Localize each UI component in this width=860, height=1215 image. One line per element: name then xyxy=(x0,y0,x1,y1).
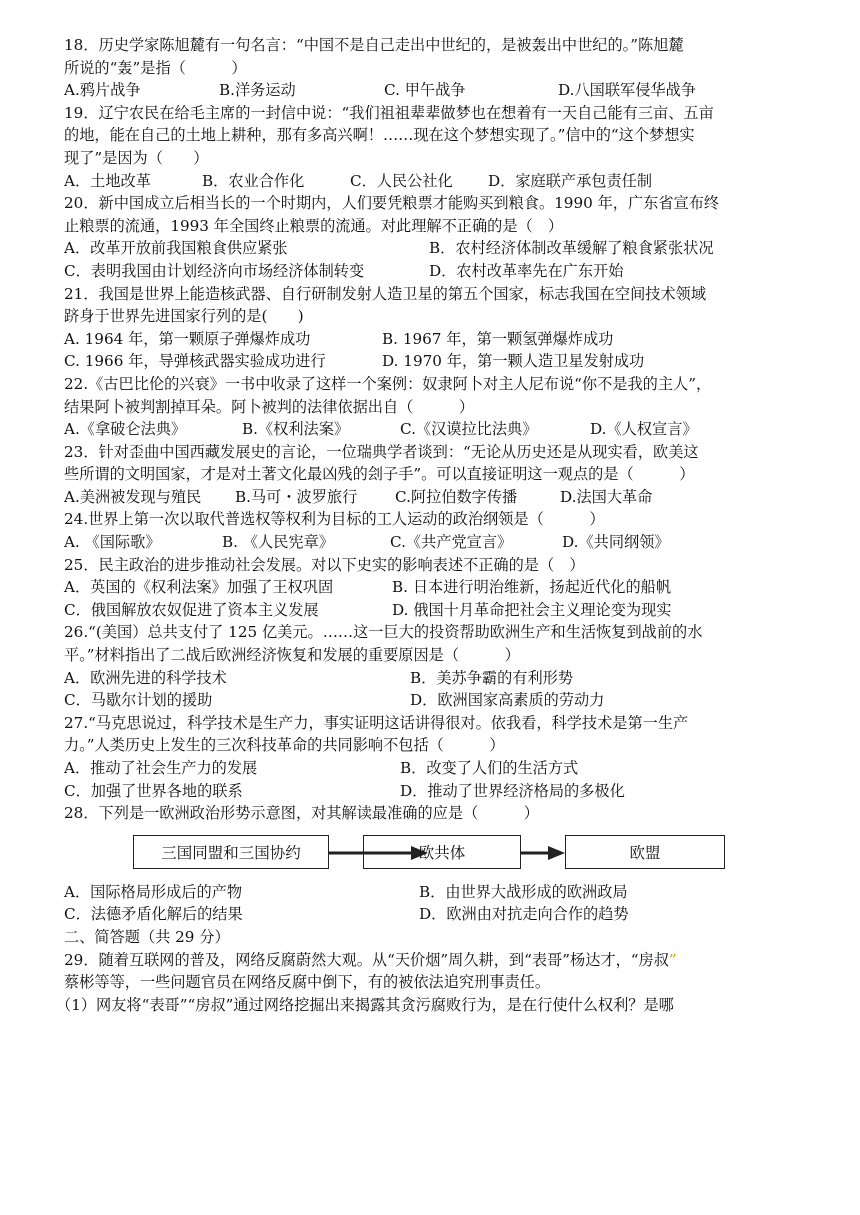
options-row xyxy=(64,237,806,260)
question-22 xyxy=(64,373,806,441)
option-a: A．改革开放前我国粮食供应紧张 xyxy=(64,239,288,258)
option-d: D.《人权宣言》 xyxy=(590,420,698,439)
option-d: D．农村改革率先在广东开始 xyxy=(429,261,624,280)
option-c: C.《汉谟拉比法典》 xyxy=(400,420,538,439)
option-a: A. 1964 年，第一颗原子弹爆炸成功 xyxy=(64,329,311,348)
options-row xyxy=(64,757,806,780)
question-text: 蔡彬等等，一些问题官员在网络反腐中倒下，有的被依法追究刑事责任。 xyxy=(64,973,550,992)
diagram-box-ec: 欧共体 xyxy=(363,835,521,869)
option-b: B. 日本进行明治维新，扬起近代化的船帆 xyxy=(392,578,672,597)
option-c: C. 1966 年，导弹核武器实验成功进行 xyxy=(64,352,326,371)
option-a: A.《拿破仑法典》 xyxy=(64,420,187,439)
option-b: B. 1967 年，第一颗氢弹爆炸成功 xyxy=(382,329,614,348)
question-21 xyxy=(64,283,806,373)
options-row xyxy=(64,328,806,351)
question-text: 所说的“轰”是指（ ） xyxy=(64,58,247,77)
question-text: 24.世界上第一次以取代普选权等权利为目标的工人运动的政治纲领是（ ） xyxy=(64,510,605,529)
question-23 xyxy=(64,441,806,509)
sub-question-text: （1）网友将“表哥”“房叔”通过网络挖掘出来揭露其贪污腐败行为，是在行使什么权利？是哪 xyxy=(56,995,674,1014)
question-text: 现了”是因为（ ） xyxy=(64,148,209,167)
question-18 xyxy=(64,34,806,102)
option-c: C．表明我国由计划经济向市场经济体制转变 xyxy=(64,261,365,280)
question-20 xyxy=(64,192,806,282)
option-b: B．农业合作化 xyxy=(202,171,305,190)
option-a: A．欧洲先进的科学技术 xyxy=(64,668,227,687)
option-b: B. 《人民宪章》 xyxy=(222,533,334,552)
question-text: 结果阿卜被判割掉耳朵。阿卜被判的法律依据出自（ ） xyxy=(64,397,475,416)
question-text: 26.“(美国）总共支付了 125 亿美元。……这一巨大的投资帮助欧洲生产和生活恢复到战前的水 xyxy=(64,623,703,642)
options-row xyxy=(64,667,806,690)
option-b: B．由世界大战形成的欧洲政局 xyxy=(419,882,628,901)
question-25 xyxy=(64,554,806,622)
question-19 xyxy=(64,102,806,192)
option-b: B．改变了人们的生活方式 xyxy=(400,759,579,777)
option-a: A. 《国际歌》 xyxy=(64,533,161,552)
exam-page xyxy=(56,34,806,1016)
diagram-box-eu: 欧盟 xyxy=(565,835,725,869)
option-d: D.八国联军侵华战争 xyxy=(558,81,696,100)
options-row xyxy=(64,881,806,904)
option-c: C．法德矛盾化解后的结果 xyxy=(64,905,243,924)
question-text: 些所谓的文明国家，才是对土著文化最凶残的刽子手”。可以直接证明这一观点的是（ ） xyxy=(64,465,695,484)
question-text: 25．民主政治的进步推动社会发展。对以下史实的影响表述不正确的是（ ） xyxy=(64,555,585,574)
question-text: 27.“马克思说过，科学技术是生产力，事实证明这话讲得很对。依我看，科学技术是第一生产 xyxy=(64,713,689,732)
options-row xyxy=(64,418,806,441)
question-27 xyxy=(64,712,806,802)
option-a: A．推动了社会生产力的发展 xyxy=(64,759,258,777)
question-24 xyxy=(64,508,806,553)
question-text: 28．下列是一欧洲政治形势示意图，对其解读最准确的应是（ ） xyxy=(64,804,539,823)
option-d: D. 1970 年，第一颗人造卫星发射成功 xyxy=(382,352,645,371)
quote-mark: ” xyxy=(668,950,677,969)
options-row xyxy=(64,79,806,102)
question-text: 跻身于世界先进国家行列的是( ) xyxy=(64,307,304,326)
option-c: C．人民公社化 xyxy=(350,171,453,190)
option-c: C. 甲午战争 xyxy=(384,81,466,100)
option-d: D.《共同纲领》 xyxy=(562,533,670,552)
question-text: 21．我国是世界上能造核武器、自行研制发射人造卫星的第五个国家，标志我国在空间技术领域 xyxy=(64,284,707,303)
question-text: 18．历史学家陈旭麓有一句名言：“中国不是自己走出中世纪的，是被轰出中世纪的。”陈旭麓 xyxy=(64,36,684,54)
flow-diagram xyxy=(64,831,806,875)
question-text: 止粮票的流通，1993 年全国终止粮票的流通。对此理解不正确的是（ ） xyxy=(64,216,564,235)
arrow-icon xyxy=(521,844,566,862)
option-d: D.法国大革命 xyxy=(560,487,653,506)
question-text: 19．辽宁农民在给毛主席的一封信中说：“我们祖祖辈辈做梦也在想着有一天自己能有三亩、五亩 xyxy=(64,103,714,122)
option-d: D．推动了世界经济格局的多极化 xyxy=(400,781,625,800)
option-a: A.鸦片战争 xyxy=(64,81,141,100)
options-row xyxy=(64,599,806,622)
options-row xyxy=(64,903,806,926)
option-a: A．国际格局形成后的产物 xyxy=(64,882,243,901)
options-row xyxy=(64,780,806,803)
question-26 xyxy=(64,621,806,711)
options-row xyxy=(64,689,806,712)
options-row xyxy=(64,260,806,283)
question-text-part: 29．随着互联网的普及，网络反腐蔚然大观。从“天价烟”周久耕，到“表哥”杨达才，“房叔 xyxy=(64,950,669,969)
question-text: 23．针对歪曲中国西藏发展史的言论，一位瑞典学者谈到：“无论从历史还是从现实看，欧美这 xyxy=(64,442,699,461)
question-text xyxy=(64,949,806,972)
option-a: A．英国的《权利法案》加强了王权巩固 xyxy=(64,578,334,597)
option-a: A．土地改革 xyxy=(64,171,151,190)
option-d: D．欧洲国家高素质的劳动力 xyxy=(410,691,605,710)
option-b: B．美苏争霸的有利形势 xyxy=(410,668,574,687)
diagram-box-alliances: 三国同盟和三国协约 xyxy=(133,835,329,869)
option-b: B.洋务运动 xyxy=(219,81,296,100)
options-row xyxy=(64,170,806,193)
option-c: C．俄国解放农奴促进了资本主义发展 xyxy=(64,600,319,619)
question-text: 平。”材料指出了二战后欧洲经济恢复和发展的重要原因是（ ） xyxy=(64,646,520,665)
options-row xyxy=(64,350,806,373)
options-row xyxy=(64,531,806,554)
option-b: B．农村经济体制改革缓解了粮食紧张状况 xyxy=(429,239,714,258)
question-28 xyxy=(64,802,806,926)
option-b: B.《权利法案》 xyxy=(242,420,350,439)
section-title: 二、简答题（共 29 分） xyxy=(64,927,230,946)
option-a: A.美洲被发现与殖民 xyxy=(64,487,202,506)
question-text: 22.《古巴比伦的兴衰》一书中收录了这样一个案例：奴隶阿卜对主人尼布说“你不是我的主人”， xyxy=(64,374,712,393)
option-c: C．加强了世界各地的联系 xyxy=(64,781,243,800)
question-text: 20．新中国成立后相当长的一个时期内，人们要凭粮票才能购买到粮食。1990 年，广东省宣布终 xyxy=(64,194,720,213)
option-d: D．欧洲由对抗走向合作的趋势 xyxy=(419,905,629,924)
option-d: D．家庭联产承包责任制 xyxy=(488,171,653,190)
options-row xyxy=(64,486,806,509)
question-29 xyxy=(56,949,806,1017)
option-c: C．马歇尔计划的援助 xyxy=(64,691,213,710)
option-d: D. 俄国十月革命把社会主义理论变为现实 xyxy=(392,600,672,619)
question-text: 的地，能在自己的土地上耕种，那有多高兴啊！……现在这个梦想实现了。”信中的“这个梦想实 xyxy=(64,126,695,145)
options-row xyxy=(64,576,806,599)
option-c: C.阿拉伯数字传播 xyxy=(395,487,518,506)
option-b: B.马可・波罗旅行 xyxy=(235,487,358,506)
option-c: C.《共产党宣言》 xyxy=(390,533,513,552)
question-text: 力。”人类历史上发生的三次科技革命的共同影响不包括（ ） xyxy=(64,736,505,755)
